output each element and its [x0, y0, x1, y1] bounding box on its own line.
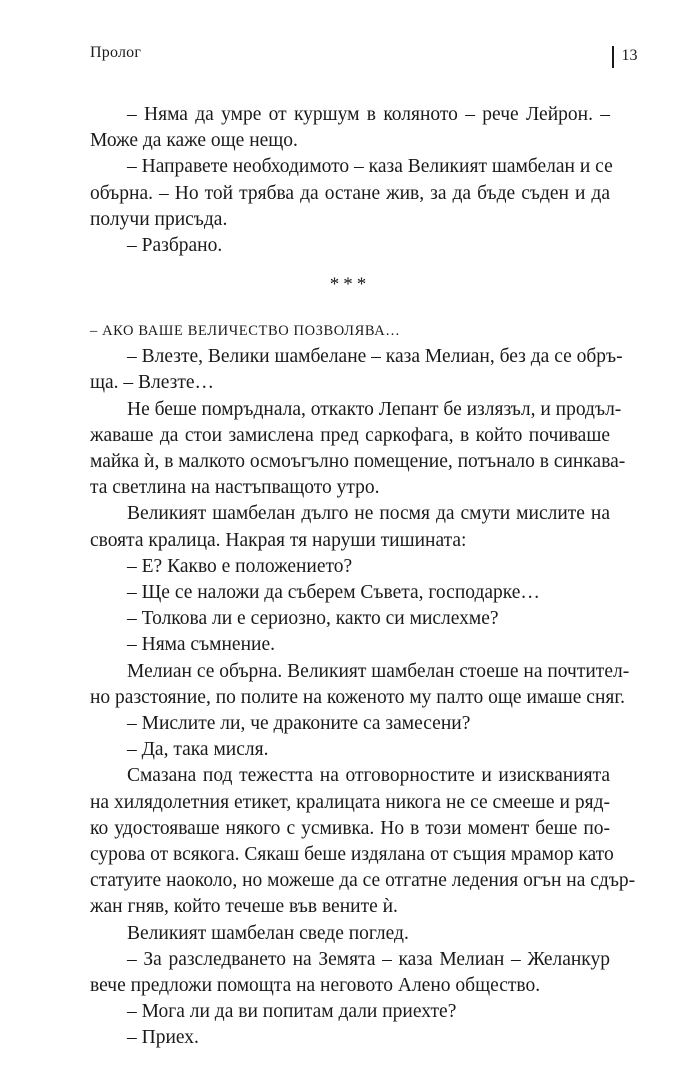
- text-line: жан гняв, който течеше във вените ѝ.: [90, 896, 398, 918]
- text-line: – Е? Какво е положението?: [127, 555, 353, 577]
- text-line: – Приех.: [127, 1027, 199, 1049]
- text-block-bottom-lines: [90, 344, 636, 1051]
- text-line: – Няма да умре от куршум в коляното – рече Лейрон. –: [127, 104, 610, 125]
- running-head: Пролог: [90, 44, 142, 61]
- text-line: Смазана под тежестта на отговорностите и изискванията: [127, 765, 610, 787]
- text-line: обърна. – Но той трябва да остане жив, за да бъде съден и да: [90, 182, 610, 204]
- text-line: ща. – Влезте…: [90, 372, 215, 394]
- text-line: вече предложи помощта на неговото Алено общество.: [90, 975, 541, 997]
- text-line: – Да, така мисля.: [127, 739, 269, 761]
- folio-divider: [612, 46, 614, 68]
- text-line: – Толкова ли е сериозно, както си мислехме?: [127, 608, 499, 630]
- text-line: – Разбрано.: [127, 235, 223, 257]
- text-line: – Влезте, Велики шамбелане – каза Мелиан, без да се обръ-: [127, 346, 623, 368]
- text-line: но разстояние, по полите на коженото му палто още имаше сняг.: [90, 686, 626, 708]
- text-line: – Няма съмнение.: [127, 634, 275, 656]
- section-separator: ***: [329, 274, 371, 295]
- text-line: своята кралица. Накрая тя наруши тишината:: [90, 529, 467, 551]
- text-line: – За разследването на Земята – каза Мелиан – Желанкур: [127, 948, 610, 970]
- text-block-top: [90, 102, 613, 259]
- text-line: Мелиан се обърна. Великият шамбелан стоеше на почтител-: [127, 660, 630, 682]
- text-block-bottom: [90, 318, 636, 1052]
- page-number-text: 13: [621, 47, 638, 64]
- text-line: Може да каже още нещо.: [90, 130, 298, 152]
- text-line: – Мислите ли, че драконите са замесени?: [127, 713, 471, 735]
- text-line: Великият шамбелан дълго не посмя да смути мислите на: [127, 503, 610, 525]
- text-line: Не беше помръднала, откакто Лепант бе излязъл, и продъл-: [127, 398, 622, 420]
- text-line: получи присъда.: [90, 208, 228, 230]
- text-line: – Мога ли да ви попитам дали приехте?: [127, 1001, 457, 1023]
- text-line: майка ѝ, в малкото осмоъгълно помещение, потънало в синкава-: [90, 451, 626, 473]
- page-number: [612, 44, 638, 68]
- text-line: Великият шамбелан сведе поглед.: [127, 922, 409, 944]
- text-line: – Направете необходимото – каза Великият шамбелан и се: [127, 156, 613, 178]
- text-line: сурова от всякога. Сякаш беше издялана от същия мрамор като: [90, 844, 614, 866]
- text-line: та светлина на настъпващото утро.: [90, 477, 380, 499]
- text-line: статуите наоколо, но можеше да се отгатне ледения огън на сдър-: [90, 870, 636, 892]
- text-line: на хилядолетния етикет, кралицата никога не се смееше и ряд-: [90, 791, 610, 813]
- text-line: жаваше да стои замислена пред саркофага, в който почиваше: [90, 424, 610, 446]
- opening-line: – АКО ВАШЕ ВЕЛИЧЕСТВО ПОЗВОЛЯВА…: [90, 323, 401, 339]
- text-line: ко удостояваше някого с усмивка. Но в този момент беше по-: [90, 817, 610, 839]
- text-line: – Ще се наложи да съберем Съвета, господарке…: [127, 582, 540, 604]
